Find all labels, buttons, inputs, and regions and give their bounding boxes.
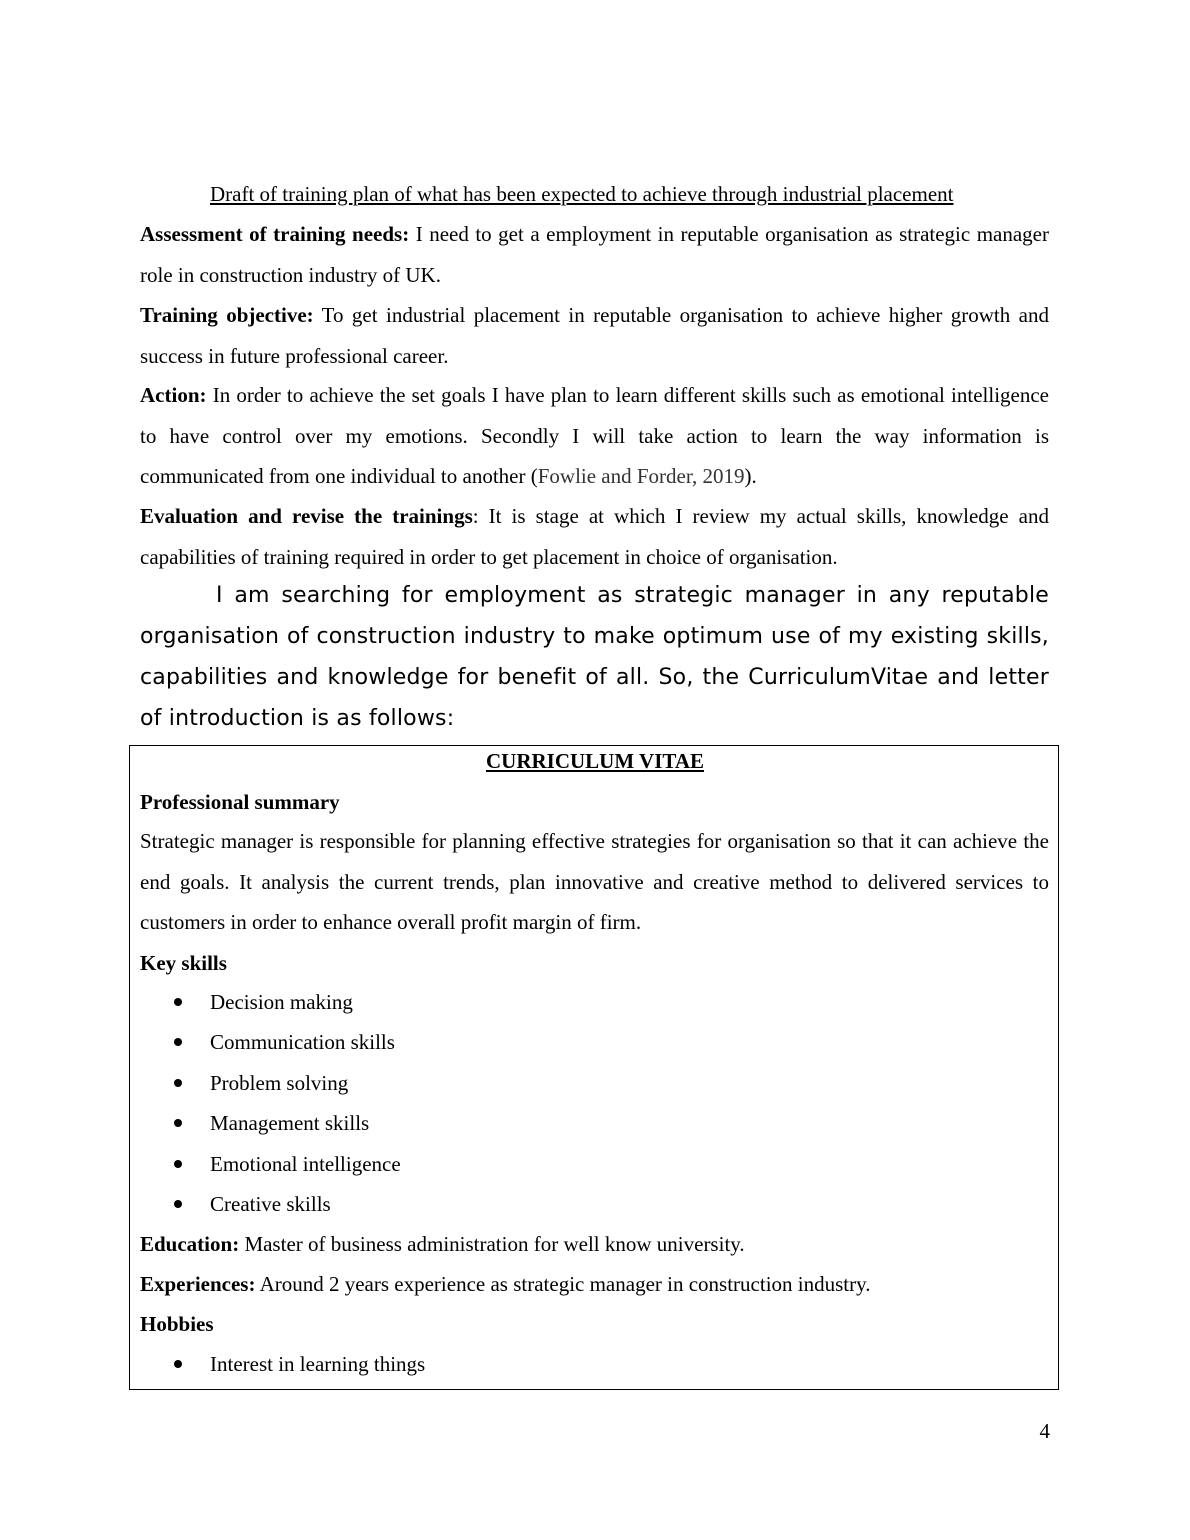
skill-text: Creative skills <box>210 1191 331 1216</box>
list-item <box>0 1344 1190 1384</box>
list-item <box>0 1144 1190 1184</box>
cv-hobbies-list <box>0 1344 1190 1384</box>
cv-hobbies-heading <box>140 1304 1049 1345</box>
hobby-text: Interest in learning things <box>210 1352 426 1376</box>
bullet-icon <box>174 998 182 1006</box>
bullet-icon <box>174 1200 182 1208</box>
evaluation-label: Evaluation and revise the trainings <box>140 504 473 528</box>
skill-text: Management skills <box>210 1111 370 1136</box>
cv-title: CURRICULUM VITAE <box>486 749 704 773</box>
list-item <box>0 1063 1190 1103</box>
action-text: In order to achieve the set goals I have plan to learn different skills such as emotional intelligence to have control over my emotions. Secondly I will take action to learn the way information is communicated from one individual to another ( <box>140 383 1049 488</box>
cv-summary-text: Strategic manager is responsible for planning effective strategies for organisation so that it can achieve the end goals. It analysis the current trends, plan innovative and creative method to delivered services to customers in order to enhance overall profit margin of firm. <box>140 829 1049 934</box>
objective-label: Training objective: <box>140 303 314 327</box>
list-item <box>0 1184 1190 1224</box>
training-plan-heading: Draft of training plan of what has been expected to achieve through industrial placement <box>210 182 954 206</box>
cv-skills-heading <box>140 943 1049 984</box>
bullet-icon <box>174 1119 182 1127</box>
cv-education <box>140 1224 1049 1265</box>
cv-summary-heading-text: Professional summary <box>140 790 340 814</box>
cv-skills-list <box>0 982 1190 1224</box>
list-item <box>0 1022 1190 1062</box>
bullet-icon <box>174 1360 182 1368</box>
action-citation: Fowlie and Forder, 2019 <box>537 464 745 488</box>
skill-text: Problem solving <box>210 1070 349 1095</box>
list-item <box>0 982 1190 1022</box>
objective-paragraph <box>140 295 1049 376</box>
intro-paragraph: I am searching for employment as strategic manager in any reputable organisation of construction industry to make optimum use of my existing skills, capabilities and knowledge for benefit of all. So, the CurriculumVitae and letter of introduction is as follows: <box>140 583 1049 731</box>
list-item <box>0 1103 1190 1143</box>
skill-text: Emotional intelligence <box>210 1151 401 1176</box>
action-end: ). <box>744 464 757 488</box>
action-label: Action: <box>140 383 207 407</box>
objective-text: To get industrial placement in reputable organisation to achieve higher growth and success in future professional career. <box>140 303 1049 368</box>
cv-hobbies-heading-text: Hobbies <box>140 1312 214 1336</box>
skill-text: Communication skills <box>210 1030 395 1055</box>
cv-skills-heading-text: Key skills <box>140 951 227 975</box>
assessment-text: I need to get a employment in reputable organisation as strategic manager role in construction industry of UK. <box>140 222 1049 287</box>
action-paragraph <box>140 375 1049 497</box>
assessment-paragraph <box>140 214 1049 295</box>
bullet-icon <box>174 1079 182 1087</box>
experience-text: Around 2 years experience as strategic manager in construction industry. <box>255 1272 871 1296</box>
experience-label: Experiences: <box>140 1272 256 1296</box>
bullet-icon <box>174 1038 182 1046</box>
bullet-icon <box>174 1160 182 1168</box>
cv-experience <box>140 1264 1049 1305</box>
skill-text: Decision making <box>210 990 353 1014</box>
evaluation-paragraph <box>140 496 1049 577</box>
page-number: 4 <box>1039 1419 1050 1443</box>
education-label: Education: <box>140 1232 240 1256</box>
education-text: Master of business administration for well know university. <box>239 1232 745 1256</box>
cv-summary-heading <box>140 782 1049 823</box>
assessment-label: Assessment of training needs: <box>140 222 410 246</box>
evaluation-text: : It is stage at which I review my actual skills, knowledge and capabilities of training required in order to get placement in choice of organisation. <box>140 504 1049 569</box>
